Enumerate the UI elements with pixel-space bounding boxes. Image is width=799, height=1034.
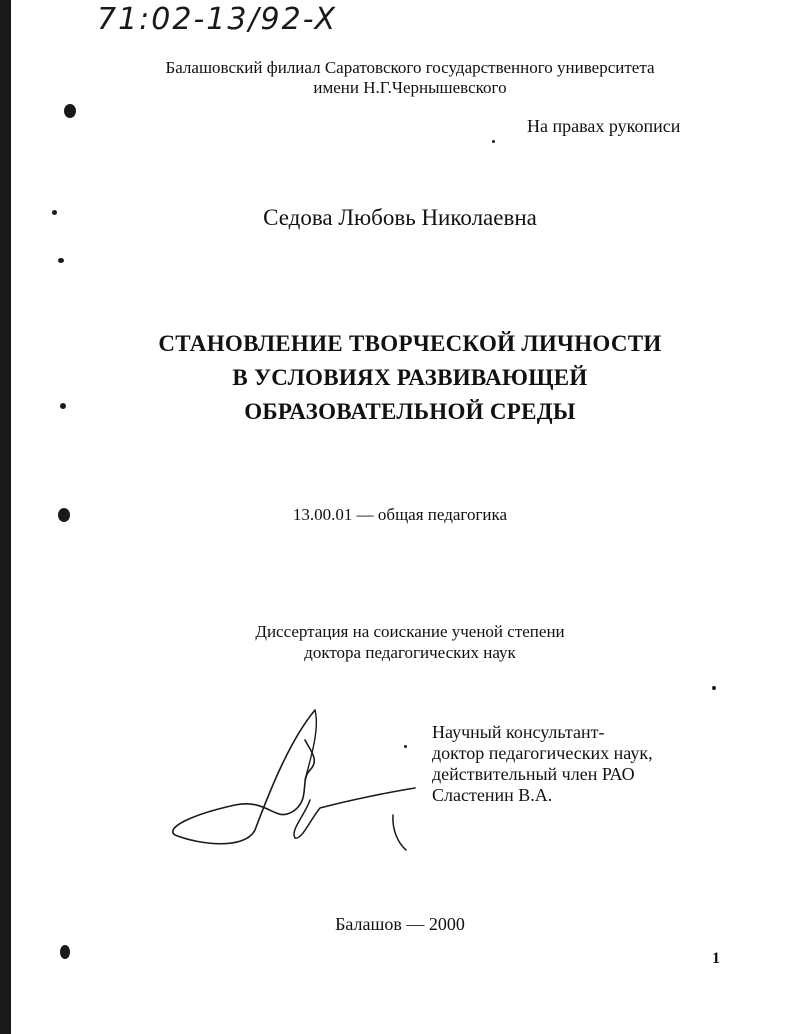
place-and-year: Балашов — 2000 [335,914,465,934]
institution-line-1: Балашовский филиал Саратовского государственного университета [165,58,655,77]
author-signature [160,700,440,860]
institution-block [110,58,710,98]
scan-speck [58,258,64,263]
scan-speck [58,508,70,522]
specialty-code: 13.00.01 — общая педагогика [292,505,508,524]
manuscript-note: На правах рукописи [527,116,681,136]
page-mark: 1 [712,950,720,967]
scan-speck [712,686,716,690]
advisor-line-4: Сластенин В.А. [432,785,553,805]
scan-left-edge [0,0,11,1034]
title-line-2: В УСЛОВИЯХ РАЗВИВАЮЩЕЙ [232,365,588,390]
title-line-3: ОБРАЗОВАТЕЛЬНОЙ СРЕДЫ [244,399,576,424]
advisor-line-2: доктор педагогических наук, [432,743,653,763]
advisor-line-3: действительный член РАО [432,764,635,784]
author-name: Седова Любовь Николаевна [263,205,537,230]
scan-speck [492,140,495,143]
archive-code: 71:02-13/92-X [97,2,338,37]
institution-line-2: имени Н.Г.Чернышевского [313,78,507,97]
degree-line-2: доктора педагогических наук [304,643,516,662]
advisor-line-1: Научный консультант- [432,722,605,742]
scan-speck [52,210,57,215]
degree-line-1: Диссертация на соискание ученой степени [255,622,565,641]
scan-speck [60,403,66,409]
scan-speck [60,945,70,959]
dissertation-title [100,327,720,429]
degree-statement [160,621,660,663]
scientific-advisor [432,722,653,806]
scan-speck [404,745,407,748]
title-line-1: СТАНОВЛЕНИЕ ТВОРЧЕСКОЙ ЛИЧНОСТИ [158,331,662,356]
scan-speck [64,104,76,118]
